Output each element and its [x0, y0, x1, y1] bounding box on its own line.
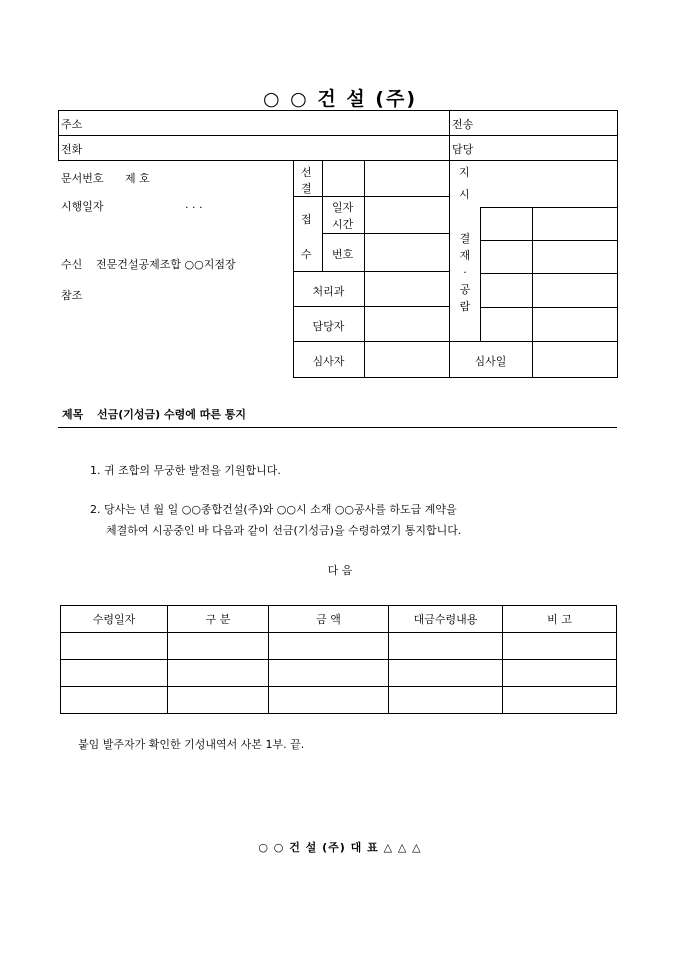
- table-cell: [503, 687, 617, 714]
- processing-dept-label: 처리과: [312, 285, 345, 298]
- table-cell: [269, 687, 389, 714]
- table-cell: [61, 633, 168, 660]
- table-cell: [389, 633, 503, 660]
- reference-label: 참조: [61, 289, 83, 302]
- exec-date-label: 시행일자: [61, 200, 104, 213]
- person-in-charge-label: 담당자: [312, 320, 345, 333]
- sender-signature: ○ ○ 건 설 (주) 대 표 △ △ △: [258, 841, 422, 854]
- instruction-label-1: 지: [459, 166, 470, 179]
- receipt-table: [60, 605, 617, 714]
- paragraph-2-line-1: 2. 당사는 년 월 일 ○○종합건설(주)와 ○○시 소재 ○○공사를 하도급 계약을: [90, 503, 457, 516]
- paragraph-1: 1. 귀 조합의 무궁한 발전을 기원합니다.: [90, 464, 281, 477]
- table-cell: [389, 660, 503, 687]
- table-cell: [503, 633, 617, 660]
- col-header-remarks: 비 고: [503, 606, 617, 633]
- table-row: [61, 633, 617, 660]
- document-title: ○ ○ 건 설 (주): [262, 88, 418, 110]
- table-cell: [168, 687, 269, 714]
- recipient-label: 수신: [61, 258, 83, 271]
- phone-label: 전화: [61, 143, 83, 156]
- review-date-label: 심사일: [474, 355, 507, 368]
- recipient-value: 전문건설공제조합 ○○지점장: [96, 258, 236, 271]
- table-cell: [61, 687, 168, 714]
- table-cell: [61, 660, 168, 687]
- next-heading: 다 음: [327, 564, 353, 577]
- table-cell: [269, 660, 389, 687]
- number-label: 번호: [332, 248, 354, 261]
- table-row: [61, 660, 617, 687]
- col-header-payment-details: 대금수령내용: [389, 606, 503, 633]
- subject-underline: [58, 427, 617, 428]
- table-cell: [168, 633, 269, 660]
- table-cell: [389, 687, 503, 714]
- table-cell: [168, 660, 269, 687]
- date-label: 일자: [332, 201, 354, 214]
- table-cell: [503, 660, 617, 687]
- table-header-row: [61, 606, 617, 633]
- seongyeol-label-2: 결: [301, 182, 312, 195]
- col-header-amount: 금 액: [269, 606, 389, 633]
- subject-text: 선금(기성금) 수령에 따른 통지: [97, 408, 247, 421]
- paragraph-2-line-2: 체결하여 시공중인 바 다음과 같이 선금(기성금)을 수령하였기 통지합니다.: [106, 524, 462, 537]
- attachment-note: 붙임 발주자가 확인한 기성내역서 사본 1부. 끝.: [78, 738, 305, 751]
- address-label: 주소: [61, 118, 83, 131]
- col-header-category: 구 분: [168, 606, 269, 633]
- col-header-receipt-date: 수령일자: [61, 606, 168, 633]
- seongyeol-label-1: 선: [301, 166, 312, 179]
- instruction-label-2: 시: [459, 188, 470, 201]
- doc-number-label: 문서번호: [61, 172, 104, 185]
- reviewer-label: 심사자: [312, 355, 345, 368]
- fax-label: 전송: [452, 118, 474, 131]
- exec-date-value: . . .: [185, 198, 203, 211]
- table-cell: [269, 633, 389, 660]
- table-row: [61, 687, 617, 714]
- jeopsu-label-2: 수: [301, 248, 312, 261]
- manager-label: 담당: [452, 143, 474, 156]
- doc-number-value: 제 호: [125, 172, 150, 185]
- jeopsu-label-1: 접: [301, 213, 312, 226]
- approval-vertical-label: 결 재 · 공 람: [459, 232, 471, 313]
- subject-label: 제목: [62, 408, 84, 421]
- time-label: 시간: [332, 218, 354, 231]
